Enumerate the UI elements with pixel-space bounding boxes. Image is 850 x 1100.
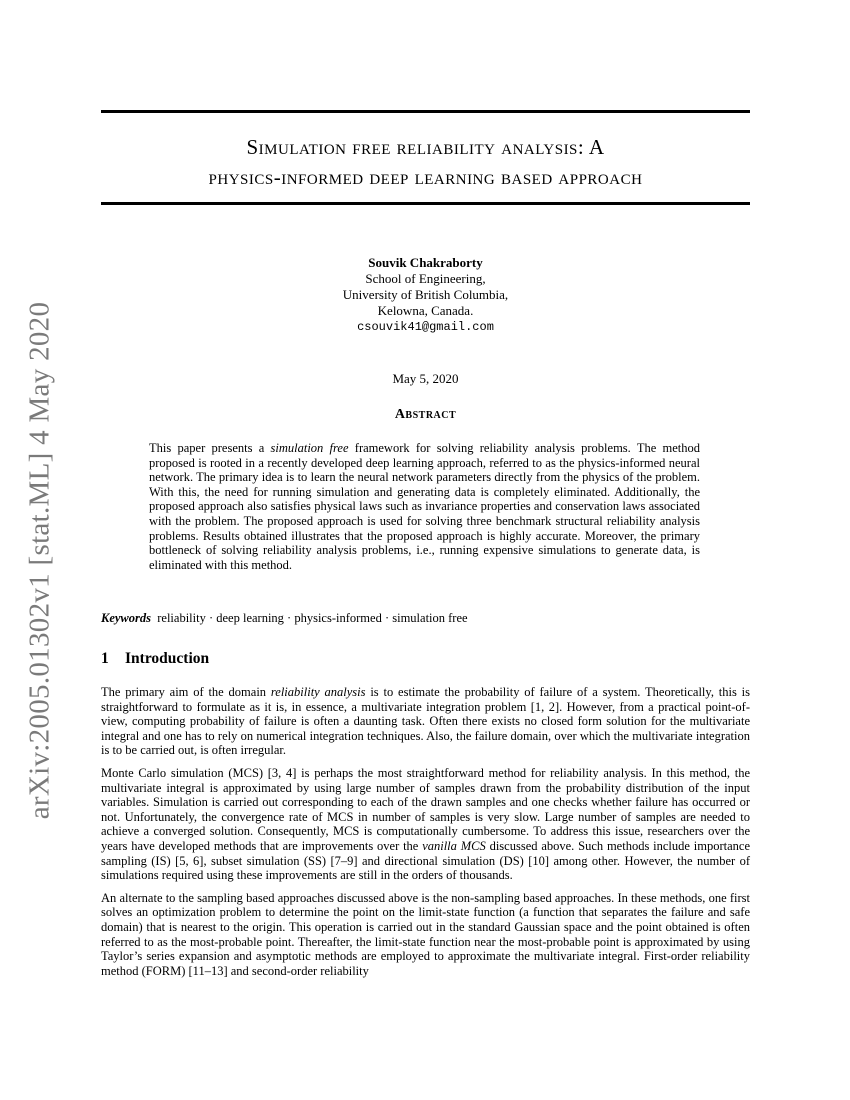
title-top-rule — [101, 110, 750, 113]
keywords-text: reliability · deep learning · physics-informed · simulation free — [157, 611, 468, 625]
abstract-text-post: framework for solving reliability analysis problems. The method proposed is rooted in a recently developed deep learning approach, referred to as the physics-informed neural network. The primary idea is to learn the neural network parameters directly from the physics of the problem. With this, the need for running simulation and generating data is completely eliminated. Additionally, the proposed approach also satisfies physical laws such as invariance properties and conservation laws associated with the problem. The proposed approach is used for solving three benchmark structural reliability analysis problems. Results obtained illustrates that the proposed approach is highly accurate. Moreover, the primary bottleneck of solving reliability analysis problems, i.e., running expensive simulations to generate data, is eliminated with this method. — [149, 441, 700, 572]
introduction-body — [101, 685, 750, 986]
author-affiliation-2: University of British Columbia, — [342, 287, 509, 302]
p1-text-post: is to estimate the probability of failure of a system. Theoretically, this is straightforward to formulate as it is, in essence, a multivariate integration problem [1, 2]. However, from a practical point-of-view, computing probability of failure is often a daunting task. Often there exists no closed form solution for the multivariate integral and one has to rely on numerical integration techniques. Also, the failure domain, over which the multivariate integration is to be carried out, is often irregular. — [101, 685, 750, 758]
p2-text-emphasis: vanilla MCS — [422, 838, 486, 853]
title-line-1: Simulation free reliability analysis: A — [246, 135, 605, 159]
abstract-heading: Abstract — [394, 407, 457, 422]
p2-text-pre: Monte Carlo simulation (MCS) [3, 4] is perhaps the most straightforward method for reliability analysis. In this method, the multivariate integral is approximated by using large number of samples drawn from the probability distribution of the input variables. Simulation is carried out corresponding to each of the drawn samples and one checks whether failure has occurred or not. Unfortunately, the convergence rate of MCS in number of samples is very slow. Large number of samples are needed to achieve a converged solution. Consequently, MCS is computationally cumbersome. To address this issue, researchers over the years have developed methods that are improvements over the — [101, 765, 750, 853]
paper-date: May 5, 2020 — [392, 371, 459, 386]
p2-text-post: discussed above. Such methods include importance sampling (IS) [5, 6], subset simulation (SS) [7–9] and directional simulation (DS) [10] among other. However, the number of simulations required using these improvements are still in the orders of thousands. — [101, 838, 751, 883]
abstract-text-pre: This paper presents a — [149, 441, 271, 455]
section-title: Introduction — [125, 650, 210, 667]
keywords-label: Keywords — [101, 611, 151, 625]
paper-title — [101, 132, 750, 192]
author-affiliation-3: Kelowna, Canada. — [377, 303, 474, 318]
section-number: 1 — [101, 650, 109, 667]
paragraph-3: An alternate to the sampling based approaches discussed above is the non-sampling based approaches. In these methods, one first solves an optimization problem to determine the point on the limit-state function (a function that separates the failure and safe domain) that is nearest to the origin. This operation is carried out in the standard Gaussian space and the point obtained is often referred to as the most-probable point. Thereafter, the limit-state function near the most-probable point is approximated by using Taylor’s series expansion and asymptotic methods are employed to approximate the multivariate integral. First-order reliability method (FORM) [11–13] and second-order reliability — [101, 890, 750, 978]
paragraph-1 — [101, 685, 750, 758]
keywords-line — [101, 611, 750, 626]
abstract-body — [149, 441, 700, 572]
author-block — [101, 255, 750, 335]
arxiv-identifier-stamp — [0, 301, 80, 819]
p1-text-emphasis: reliability analysis — [270, 685, 366, 699]
arxiv-identifier-text: arXiv:2005.01302v1 [stat.ML] 4 May 2020 — [23, 301, 56, 819]
author-name: Souvik Chakraborty — [368, 255, 483, 270]
abstract-text-emphasis: simulation free — [270, 441, 349, 455]
title-line-2: physics-informed deep learning based approach — [208, 165, 643, 189]
author-affiliation-1: School of Engineering, — [365, 271, 486, 286]
title-bottom-rule — [101, 202, 750, 205]
author-email[interactable]: csouvik41@gmail.com — [357, 320, 494, 334]
paragraph-2 — [101, 766, 750, 883]
p1-text-pre: The primary aim of the domain — [101, 685, 271, 699]
section-heading-introduction — [101, 650, 209, 668]
